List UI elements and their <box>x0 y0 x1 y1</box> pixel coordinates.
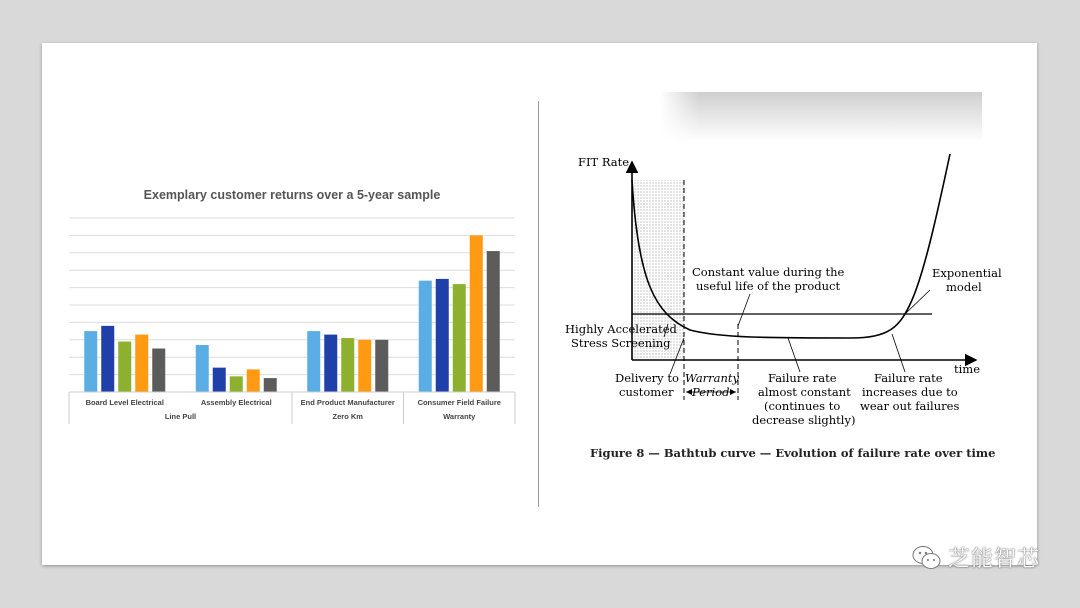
constant-label-line1: Constant value during the <box>692 265 845 279</box>
figure-caption: Figure 8 — Bathtub curve — Evolution of failure rate over time <box>590 446 996 460</box>
bar <box>324 335 337 392</box>
almost-label-line2: almost constant <box>758 385 851 399</box>
bar <box>135 335 148 392</box>
bathtub-chart <box>520 92 1002 460</box>
bar <box>358 340 371 392</box>
bar <box>436 279 449 392</box>
bar <box>247 369 260 392</box>
bar <box>470 235 483 392</box>
exp-label-line1: Exponential <box>932 266 1002 280</box>
wearout-label-line3: wear out failures <box>860 399 960 413</box>
group-label: Zero Km <box>332 412 363 421</box>
almost-label-line1: Failure rate <box>768 371 837 385</box>
watermark-text: 芝能智芯 <box>947 547 1040 572</box>
bar <box>487 251 500 392</box>
bar <box>341 338 354 392</box>
bar <box>84 331 97 392</box>
bar <box>307 331 320 392</box>
bar <box>118 342 131 392</box>
category-label: Assembly Electrical <box>200 398 272 407</box>
almost-leader <box>788 338 800 372</box>
exp-label-line2: model <box>946 280 982 294</box>
bar-chart-title: Exemplary customer returns over a 5-year sample <box>143 188 441 202</box>
bar <box>230 376 243 392</box>
hass-label-line2: Stress Screening <box>571 336 671 350</box>
bar <box>375 340 388 392</box>
delivery-label-line1: Delivery to <box>615 371 679 385</box>
category-label: End Product Manufacturer <box>300 398 395 407</box>
wearout-label-line1: Failure rate <box>874 371 943 385</box>
almost-label-line4: decrease slightly) <box>752 413 856 427</box>
category-label: Consumer Field Failure <box>417 398 501 407</box>
group-label: Line Pull <box>164 412 197 421</box>
almost-label-line3: (continues to <box>764 399 841 413</box>
category-label: Board Level Electrical <box>85 398 164 407</box>
bar <box>152 349 165 393</box>
warranty-label-line2: Period <box>692 385 730 399</box>
bar <box>196 345 209 392</box>
watermark <box>912 542 1040 573</box>
wearout-label-line2: increases due to <box>862 385 958 399</box>
bar <box>213 368 226 392</box>
wearout-leader <box>892 334 905 372</box>
x-axis-label: time <box>954 362 981 376</box>
bar <box>419 281 432 392</box>
bar-chart <box>69 213 519 428</box>
bar <box>453 284 466 392</box>
constant-leader <box>738 294 750 326</box>
warranty-label-line1: Warranty <box>685 371 740 385</box>
hass-label-line1: Highly Accelerated <box>565 322 677 336</box>
y-axis-label: FIT Rate <box>578 155 630 169</box>
group-label: Warranty <box>443 412 476 421</box>
constant-label-line2: useful life of the product <box>696 279 841 293</box>
wechat-icon <box>912 545 942 571</box>
exp-leader <box>905 290 930 314</box>
bar <box>101 326 114 392</box>
delivery-label-line2: customer <box>619 385 674 399</box>
bar <box>264 378 277 392</box>
